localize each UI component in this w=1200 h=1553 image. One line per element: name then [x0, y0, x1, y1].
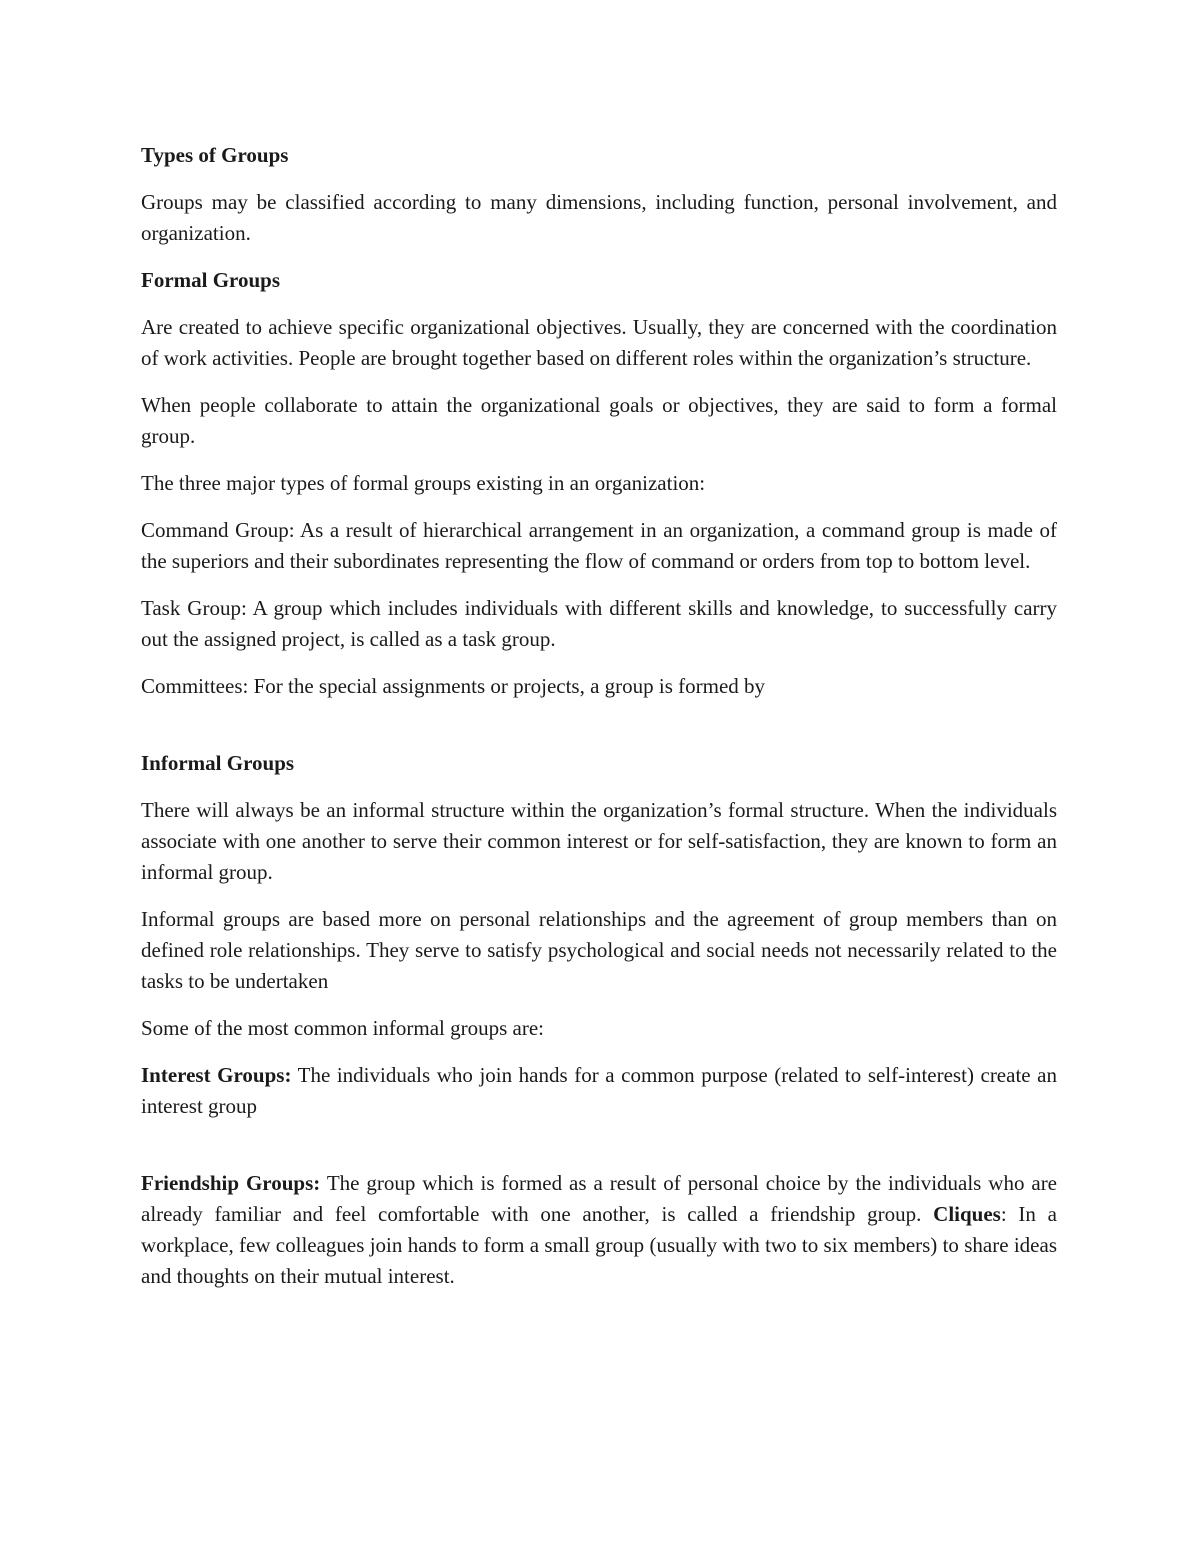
friendship-groups-text: The group which is formed as a result of personal choice by the individuals who are already familiar and feel comfortable with one another, is called a friendship group.	[141, 1171, 1058, 1226]
cliques-label: Cliques	[933, 1202, 1001, 1226]
task-group-paragraph: Task Group: A group which includes individuals with different skills and knowledge, to successfully carry out the assigned project, is called as a task group.	[141, 596, 1057, 651]
types-of-groups-heading: Types of Groups	[141, 143, 289, 167]
formal-paragraph-1: Are created to achieve specific organizational objectives. Usually, they are concerned with the coordination of work activities. People are brought together based on different roles within the organization’s structure.	[141, 315, 1057, 370]
informal-paragraph-2: Informal groups are based more on personal relationships and the agreement of group members than on defined role relationships. They serve to satisfy psychological and social needs not necessarily related to the tasks to be undertaken	[141, 907, 1057, 993]
blank-line	[141, 1122, 1057, 1168]
committees-paragraph: Committees: For the special assignments or projects, a group is formed by	[141, 674, 766, 698]
informal-groups-heading: Informal Groups	[141, 751, 295, 775]
friendship-groups-label: Friendship Groups:	[141, 1171, 321, 1195]
formal-paragraph-2: When people collaborate to attain the organizational goals or objectives, they are said to form a formal group.	[141, 393, 1057, 448]
interest-groups-text: The individuals who join hands for a common purpose (related to self-interest) create an interest group	[141, 1063, 1057, 1118]
formal-paragraph-3: The three major types of formal groups existing in an organization:	[141, 471, 706, 495]
informal-paragraph-1: There will always be an informal structure within the organization’s formal structure. When the individuals associate with one another to serve their common interest or for self-satisfaction, they are known to form an informal group.	[141, 798, 1057, 884]
informal-paragraph-3: Some of the most common informal groups are:	[141, 1016, 545, 1040]
blank-line	[141, 702, 1057, 748]
document-page	[141, 140, 1057, 1308]
formal-groups-heading: Formal Groups	[141, 268, 281, 292]
types-intro-paragraph: Groups may be classified according to many dimensions, including function, personal involvement, and organization.	[141, 190, 1057, 245]
friendship-cliques-paragraph	[141, 1168, 1057, 1292]
command-group-paragraph: Command Group: As a result of hierarchical arrangement in an organization, a command group is made of the superiors and their subordinates representing the flow of command or orders from top to bottom level.	[141, 518, 1057, 573]
interest-groups-label: Interest Groups:	[141, 1063, 292, 1087]
cliques-text: : In a workplace, few colleagues join hands to form a small group (usually with two to six members) to share ideas and thoughts on their mutual interest.	[141, 1202, 1057, 1288]
interest-groups-paragraph	[141, 1060, 1057, 1122]
